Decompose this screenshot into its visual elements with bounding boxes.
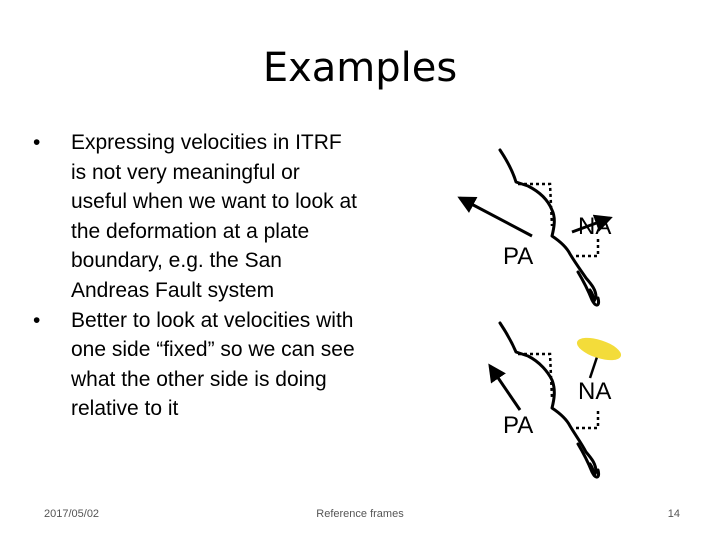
bottom-panel [490,323,624,477]
pa-label-bottom: PA [503,412,534,439]
bullet-text: Better to look at velocities with one side “fixed” so we can see what the other side is doing relative to it [71,308,355,421]
bullet-marker: • [33,308,41,332]
pa-label-top: PA [503,243,534,270]
top-panel [460,150,611,305]
footer-date: 2017/05/02 [44,508,100,520]
footer-title: Reference frames [316,508,404,520]
page-number: 14 [667,508,680,520]
pa-velocity-arrow-top [460,198,532,236]
bullet-marker: • [33,131,41,154]
na-label-bottom: NA [578,378,612,405]
push-pin-icon [574,333,623,378]
bullet-text: Expressing velocities in ITRF is not very meaningful or useful when we want to look at the deformation at a plate boundary, e.g. the San Andreas Fault system [71,131,358,302]
na-label-top: NA [578,213,612,240]
slide-title: Examples [262,45,458,91]
pa-velocity-arrow-bottom [490,366,520,410]
